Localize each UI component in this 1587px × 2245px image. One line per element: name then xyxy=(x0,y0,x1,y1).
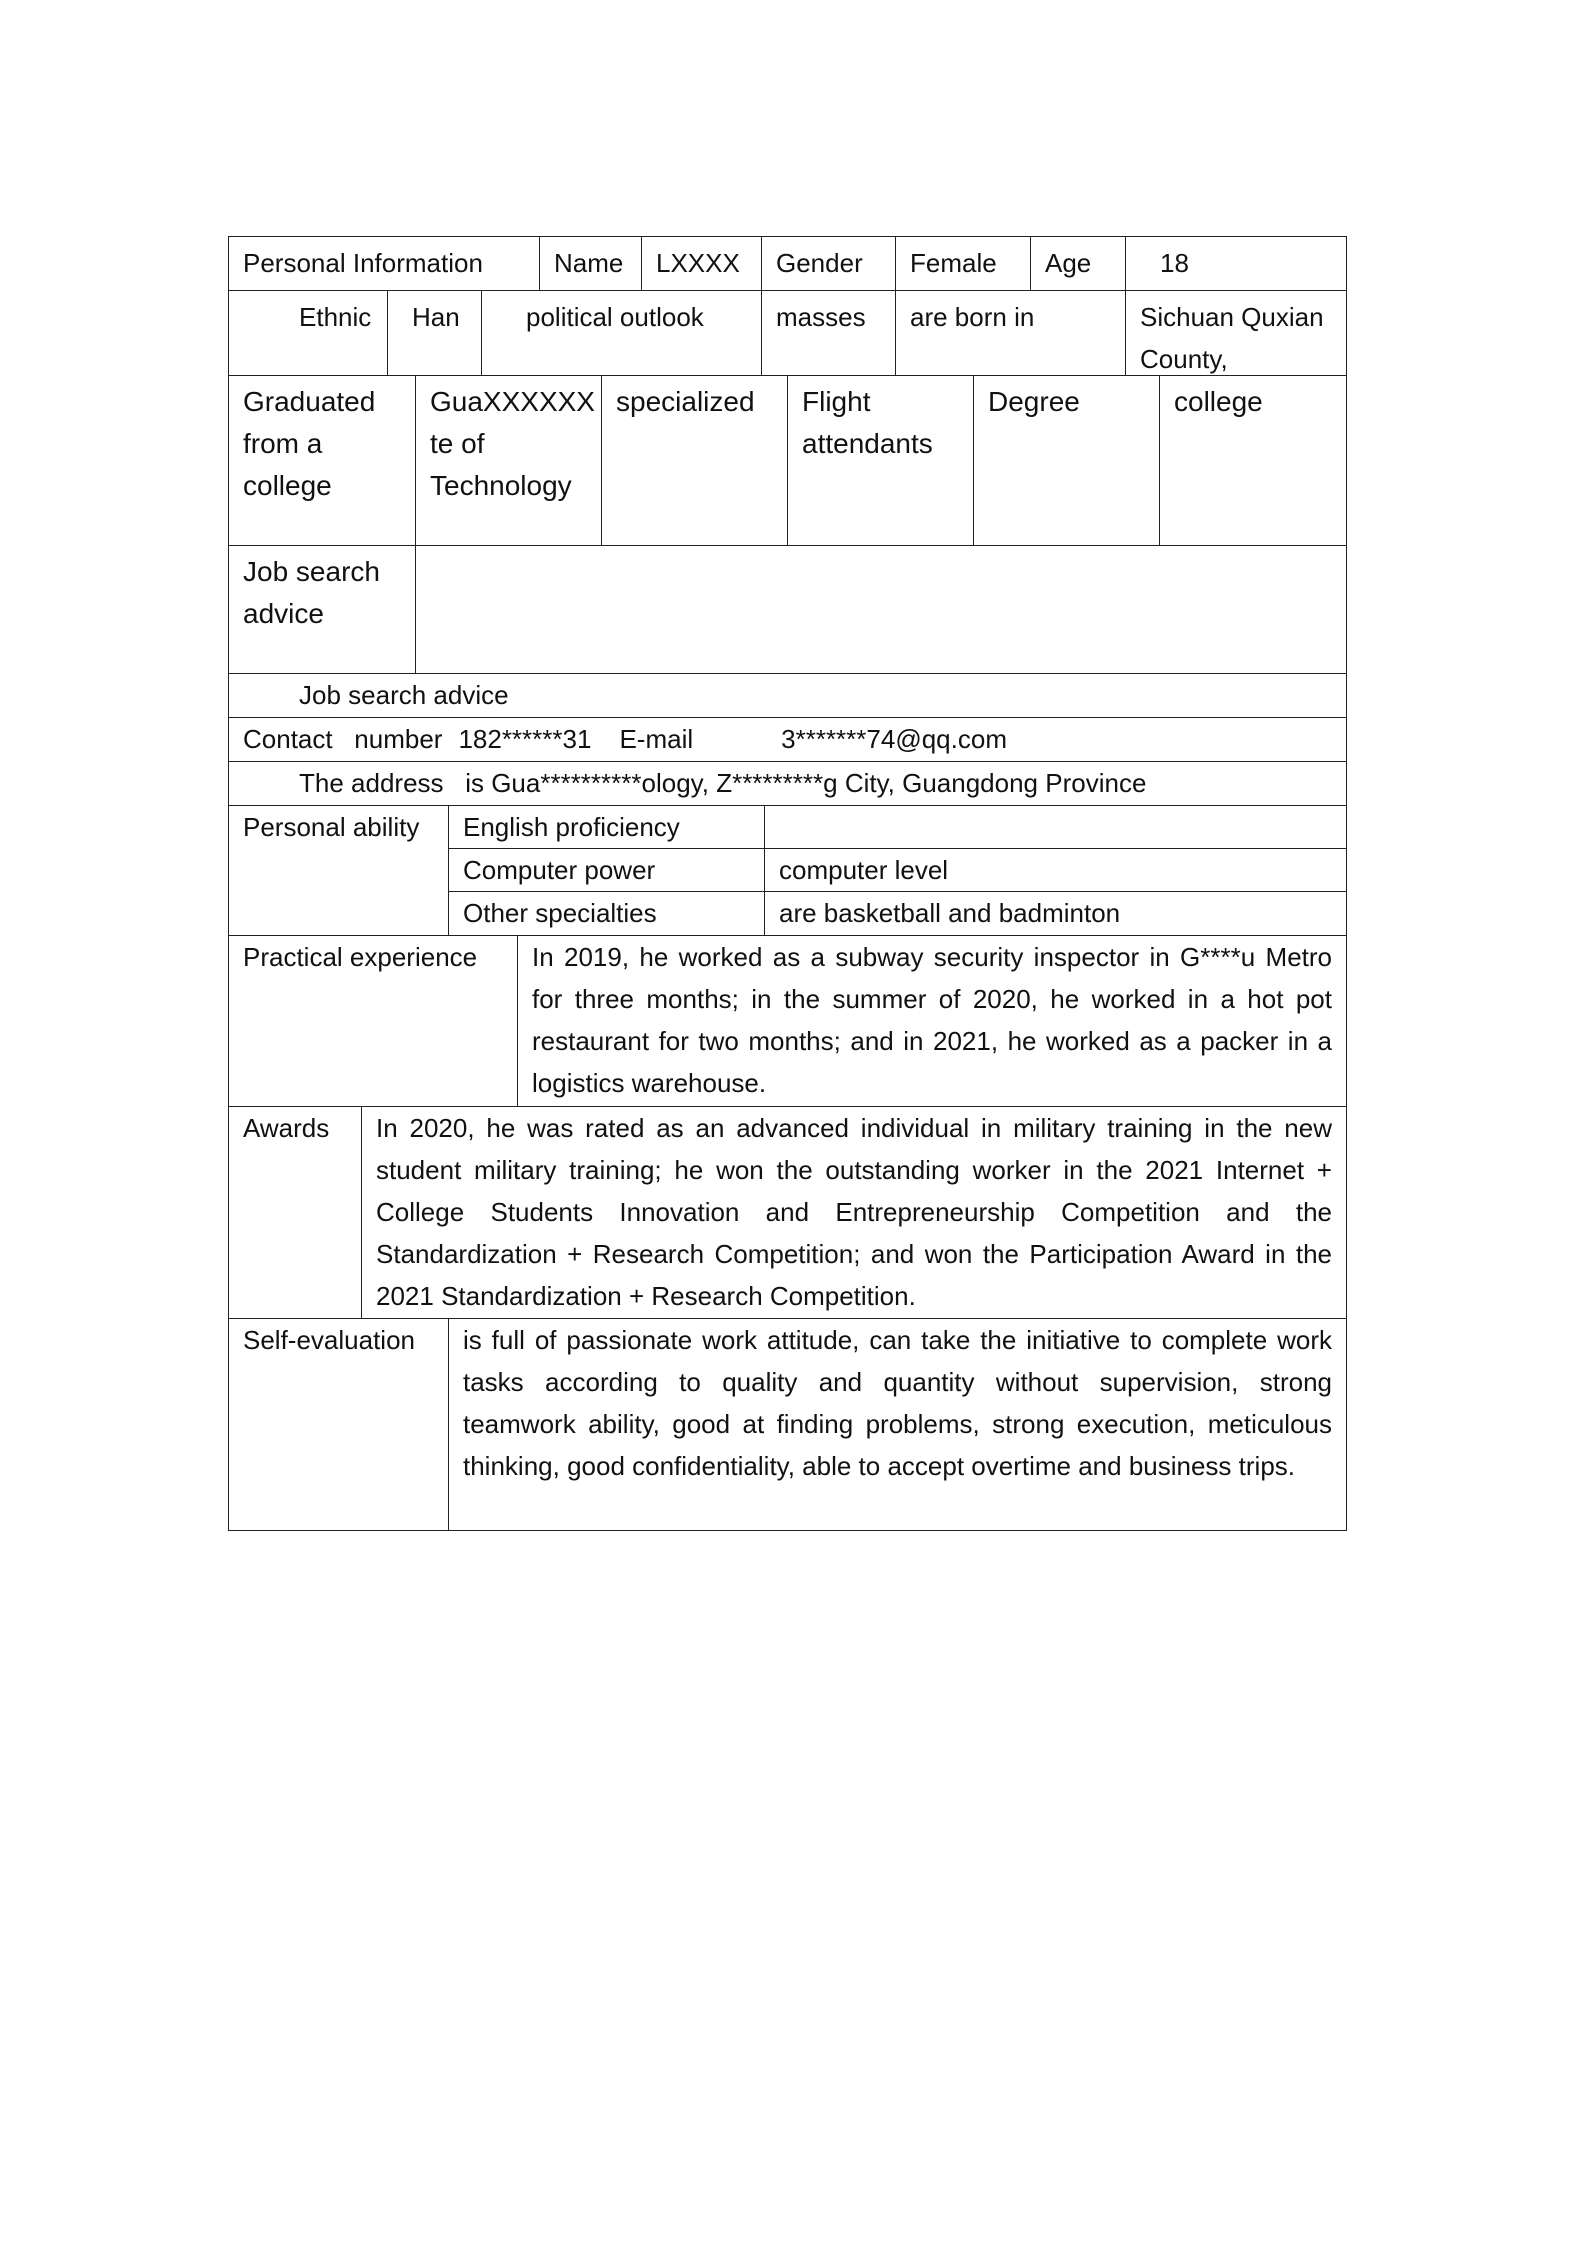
ability-item-value: computer level xyxy=(764,849,1346,891)
job-search-advice-heading: Job search advice xyxy=(299,680,509,710)
row-job-search-advice-full xyxy=(229,674,1346,718)
gender-label: Gender xyxy=(761,237,895,290)
contact-number-label: Contact number xyxy=(243,724,443,754)
resume-table xyxy=(228,236,1347,1531)
ability-items xyxy=(448,806,1346,935)
row-job-search-advice xyxy=(229,546,1346,674)
specialized-label: specialized xyxy=(601,376,787,545)
row-self-evaluation xyxy=(229,1319,1346,1531)
ability-item-label: English proficiency xyxy=(463,812,680,842)
self-evaluation-label: Self-evaluation xyxy=(243,1325,415,1355)
row-personal-info xyxy=(229,237,1346,291)
political-outlook-label: political outlook xyxy=(481,291,761,375)
college-value: GuaXXXXXX te of Technology xyxy=(415,376,601,545)
degree-value: college xyxy=(1159,376,1346,545)
row-background xyxy=(229,291,1346,376)
job-search-advice-label: Job search advice xyxy=(243,556,380,629)
row-education xyxy=(229,376,1346,546)
ethnic-value: Han xyxy=(387,291,481,375)
ability-item-value xyxy=(764,806,1346,848)
email-label: E-mail xyxy=(619,724,694,754)
ability-item xyxy=(449,892,1346,935)
ability-item xyxy=(449,849,1346,892)
self-evaluation-text: is full of passionate work attitude, can take the initiative to complete work tasks according to quality and quantity without supervision, strong teamwork ability, good at finding problems, strong execution, meticulous thinking, good confidentiality, able to accept overtime and business trips. xyxy=(448,1319,1346,1530)
name-value: LXXXX xyxy=(641,237,761,290)
contact-number-value: 182******31 xyxy=(458,724,592,754)
born-in-value: Sichuan Quxian County, xyxy=(1125,291,1346,375)
age-value: 18 xyxy=(1125,237,1346,290)
contact-line xyxy=(229,718,1346,761)
row-personal-ability xyxy=(229,806,1346,936)
ethnic-label: Ethnic xyxy=(299,302,372,332)
awards-label: Awards xyxy=(243,1113,330,1143)
row-address xyxy=(229,762,1346,806)
ability-item-label: Other specialties xyxy=(463,898,657,928)
job-search-advice-value xyxy=(415,546,1346,673)
practical-experience-label: Practical experience xyxy=(243,942,478,972)
row-contact xyxy=(229,718,1346,762)
ability-item-value: are basketball and badminton xyxy=(764,892,1346,935)
section-personal-information: Personal Information xyxy=(243,248,483,278)
specialized-value: Flight attendants xyxy=(787,376,973,545)
address-line: The address is Gua**********ology, Z*********g City, Guangdong Province xyxy=(299,768,1147,798)
row-awards xyxy=(229,1107,1346,1319)
email-value: 3*******74@qq.com xyxy=(781,724,1007,754)
ability-item-label: Computer power xyxy=(463,855,656,885)
resume-form xyxy=(228,236,1345,1531)
practical-experience-text: In 2019, he worked as a subway security inspector in G****u Metro for three months; in the summer of 2020, he worked in a hot pot restaurant for two months; and in 2021, he worked as a packer in a logistics warehouse. xyxy=(517,936,1346,1106)
gender-value: Female xyxy=(895,237,1030,290)
degree-label: Degree xyxy=(973,376,1159,545)
awards-text: In 2020, he was rated as an advanced individual in military training in the new student military training; he won the outstanding worker in the 2021 Internet + College Students Innovation and Entrepreneurship Competition and the Standardization + Research Competition; and won the Participation Award in the 2021 Standardization + Research Competition. xyxy=(361,1107,1346,1318)
graduated-label: Graduated from a college xyxy=(243,386,376,501)
personal-ability-label: Personal ability xyxy=(243,812,420,842)
ability-item xyxy=(449,806,1346,849)
age-label: Age xyxy=(1030,237,1125,290)
row-practical-experience xyxy=(229,936,1346,1107)
born-in-label: are born in xyxy=(895,291,1125,375)
political-outlook-value: masses xyxy=(761,291,895,375)
name-label: Name xyxy=(539,237,641,290)
